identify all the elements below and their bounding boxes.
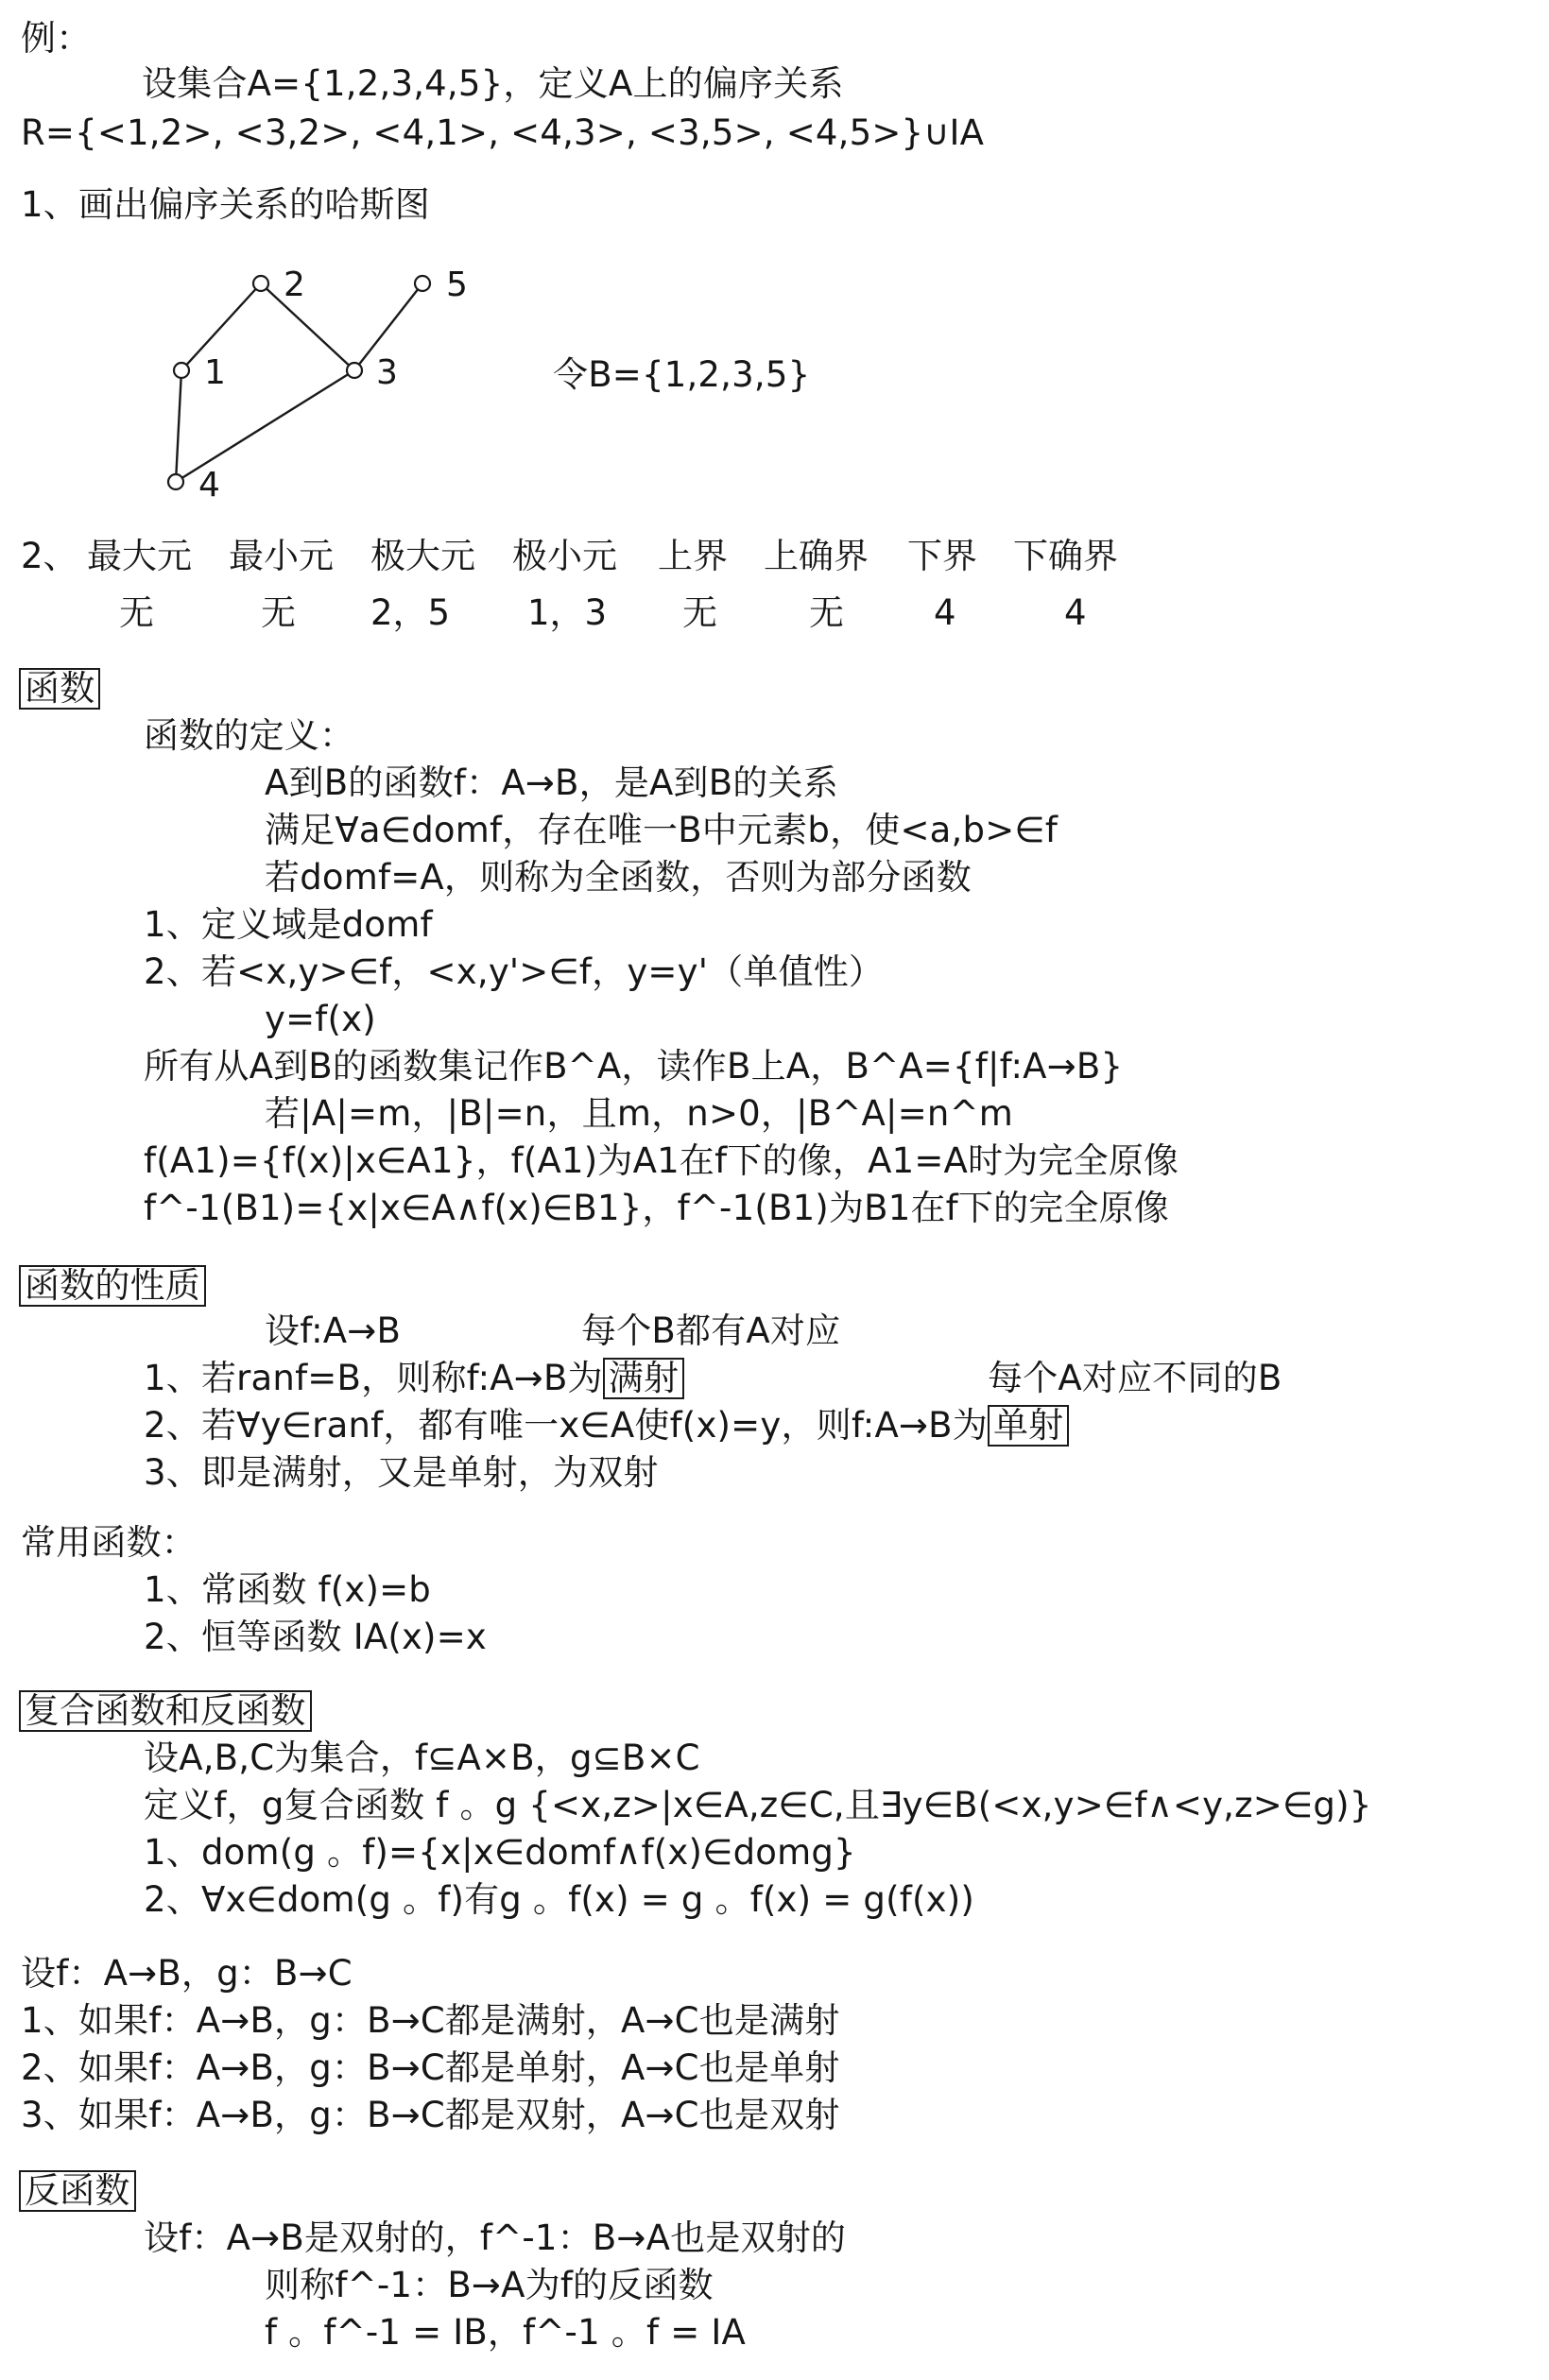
prop-surjective xyxy=(144,1357,684,1400)
node-2 xyxy=(253,276,268,291)
node-label-1: 1 xyxy=(204,353,226,392)
fn-domain: 1、定义域是domf xyxy=(144,904,433,945)
constant-function: 1、常函数 f(x)=b xyxy=(144,1569,431,1610)
fn-notation: y=f(x) xyxy=(265,999,376,1039)
comp-injective: 2、如果f：A→B，g：B→C都是单射，A→C也是单射 xyxy=(21,2047,840,2088)
comp-bijective: 3、如果f：A→B，g：B→C都是双射，A→C也是双射 xyxy=(21,2095,840,2135)
bounds-value-sup: 无 xyxy=(809,592,844,633)
fn-set-notation: 所有从A到B的函数集记作B^A，读作B上A，B^A={f|f:A→B} xyxy=(144,1046,1124,1087)
bounds-header-lower: 下界 xyxy=(907,536,977,576)
section-functions xyxy=(19,667,100,711)
inverse-setup: 设f：A→B是双射的，f^-1：B→A也是双射的 xyxy=(144,2217,847,2258)
bounds-header-maximal: 极大元 xyxy=(370,536,475,576)
bounds-value-inf: 4 xyxy=(1064,592,1087,633)
comp-setup: 设f：A→B，g：B→C xyxy=(21,1953,353,1994)
comp-surjective: 1、如果f：A→B，g：B→C都是满射，A→C也是满射 xyxy=(21,2000,840,2041)
section-inverse-title: 反函数 xyxy=(19,2170,136,2212)
bounds-header-sup: 上确界 xyxy=(764,536,869,576)
bounds-prefix: 2、 xyxy=(21,536,78,576)
comp-definition: 定义f，g复合函数 f 。g {<x,z>|x∈A,z∈C,且∃y∈B(<x,y>∈f∧<y,z>∈g)} xyxy=(144,1785,1372,1825)
prop-setup-note: 每个B都有A对应 xyxy=(581,1310,841,1351)
comp-domain: 1、dom(g 。f)={x|x∈domf∧f(x)∈domg} xyxy=(144,1832,856,1873)
node-label-2: 2 xyxy=(284,265,305,304)
example-label: 例： xyxy=(21,18,92,59)
surjective-box: 满射 xyxy=(603,1358,684,1399)
bounds-value-minimal: 1，3 xyxy=(527,592,608,633)
section-composition-title: 复合函数和反函数 xyxy=(19,1690,312,1732)
bounds-value-min: 无 xyxy=(261,592,296,633)
let-b: 令B={1,2,3,5} xyxy=(553,354,811,395)
node-label-4: 4 xyxy=(198,466,220,505)
comp-value: 2、∀x∈dom(g 。f)有g 。f(x) = g 。f(x) = g(f(x)) xyxy=(144,1879,974,1920)
comp-sets: 设A,B,C为集合，f⊆A×B，g⊆B×C xyxy=(144,1738,700,1778)
inverse-identity: f 。f^-1 = IB，f^-1 。f = IA xyxy=(265,2312,746,2353)
fn-def-line-2: 满足∀a∈domf，存在唯一B中元素b，使<a,b>∈f xyxy=(265,810,1058,850)
node-4 xyxy=(168,474,183,489)
injective-box: 单射 xyxy=(988,1405,1069,1447)
common-functions-title: 常用函数： xyxy=(21,1522,197,1563)
bounds-header-inf: 下确界 xyxy=(1013,536,1118,576)
edge-3-2 xyxy=(261,283,354,370)
node-label-5: 5 xyxy=(446,265,468,304)
prop-bijective: 3、即是满射，又是单射，为双射 xyxy=(144,1452,659,1493)
bounds-header-minimal: 极小元 xyxy=(512,536,617,576)
task-hasse: 1、画出偏序关系的哈斯图 xyxy=(21,184,430,225)
prop-setup: 设f:A→B xyxy=(265,1310,402,1351)
fn-cardinality: 若|A|=m，|B|=n，且m，n>0，|B^A|=n^m xyxy=(265,1093,1014,1134)
bounds-value-maximal: 2，5 xyxy=(370,592,451,633)
relation-definition: R={<1,2>, <3,2>, <4,1>, <4,3>, <3,5>, <4,5>}∪IA xyxy=(21,112,985,153)
fn-preimage: f^-1(B1)={x|x∈A∧f(x)∈B1}，f^-1(B1)为B1在f下的完全原像 xyxy=(144,1188,1170,1228)
section-functions-title: 函数 xyxy=(19,668,100,710)
node-1 xyxy=(174,363,189,378)
node-label-3: 3 xyxy=(376,353,398,392)
bounds-value-upper: 无 xyxy=(682,592,717,633)
bounds-header-min: 最小元 xyxy=(229,536,334,576)
fn-single-valued: 2、若<x,y>∈f，<x,y'>∈f，y=y'（单值性） xyxy=(144,951,885,992)
hasse-diagram xyxy=(142,253,520,508)
bounds-value-max: 无 xyxy=(119,592,154,633)
inverse-definition: 则称f^-1：B→A为f的反函数 xyxy=(265,2265,714,2305)
bounds-header-upper: 上界 xyxy=(658,536,728,576)
edge-4-1 xyxy=(176,370,181,482)
fn-definition-title: 函数的定义： xyxy=(144,715,355,756)
set-definition: 设集合A={1,2,3,4,5}，定义A上的偏序关系 xyxy=(142,63,844,104)
section-inverse xyxy=(19,2169,136,2213)
section-properties xyxy=(19,1264,206,1308)
fn-def-line-3: 若domf=A，则称为全函数，否则为部分函数 xyxy=(265,857,972,898)
fn-image: f(A1)={f(x)|x∈A1}，f(A1)为A1在f下的像，A1=A时为完全原像 xyxy=(144,1140,1179,1181)
prop-surjective-text: 1、若ranf=B，则称f:A→B为 xyxy=(144,1358,603,1398)
section-properties-title: 函数的性质 xyxy=(19,1265,206,1307)
identity-function: 2、恒等函数 IA(x)=x xyxy=(144,1617,487,1657)
bounds-value-lower: 4 xyxy=(934,592,956,633)
section-composition xyxy=(19,1689,312,1733)
prop-injective-text: 2、若∀y∈ranf，都有唯一x∈A使f(x)=y，则f:A→B为 xyxy=(144,1405,988,1446)
prop-surjective-note: 每个A对应不同的B xyxy=(988,1358,1282,1398)
prop-injective xyxy=(144,1404,1069,1447)
node-3 xyxy=(347,363,362,378)
bounds-header-max: 最大元 xyxy=(87,536,192,576)
fn-def-line-1: A到B的函数f：A→B，是A到B的关系 xyxy=(265,762,838,803)
node-5 xyxy=(415,276,430,291)
